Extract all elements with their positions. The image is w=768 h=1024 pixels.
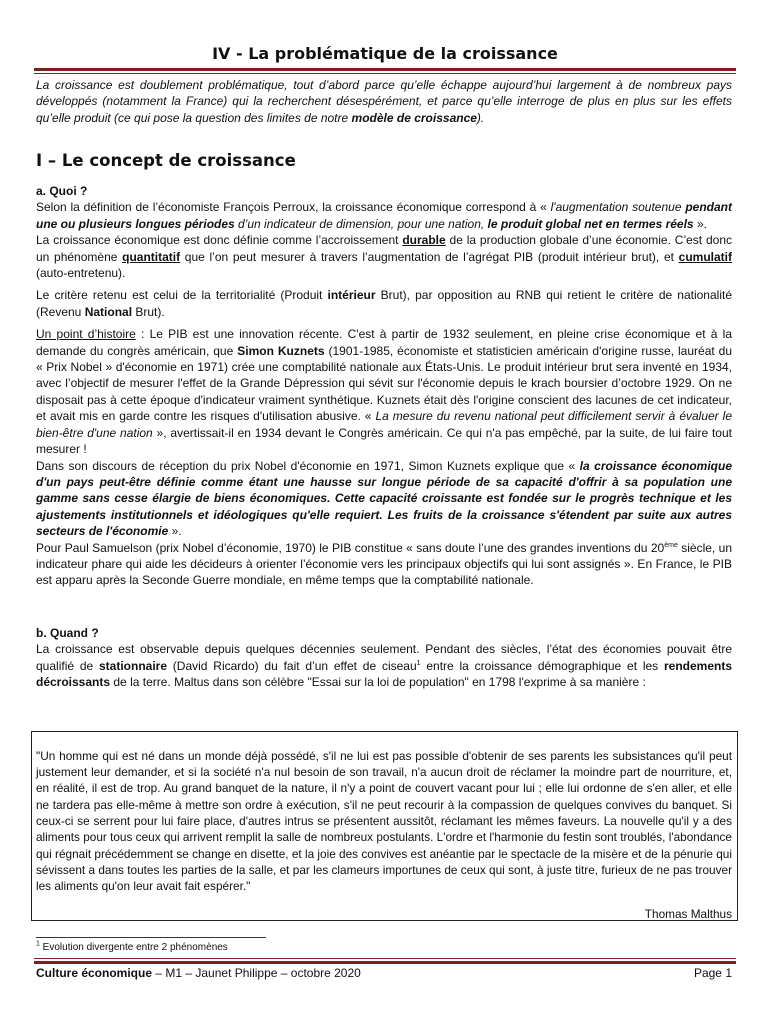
section-heading: I – Le concept de croissance	[36, 151, 296, 170]
perroux-end: ».	[693, 216, 707, 231]
quand-stationnaire: stationnaire	[98, 658, 167, 673]
def-1: La croissance économique est donc définie comme l’accroissement	[36, 233, 403, 248]
footnote-mark: 1	[36, 940, 40, 948]
history-label: Un point d’histoire	[36, 327, 136, 342]
history-quote: La mesure du revenu national peut difficilement servir à évaluer le bien-être d'une nation	[36, 409, 732, 440]
def-quantitatif: quantitatif	[122, 249, 181, 264]
history-kuznets: Simon Kuznets	[237, 343, 325, 358]
def-durable: durable	[402, 233, 446, 248]
subheading-quand: b. Quand ?	[36, 626, 99, 640]
intro-bold: modèle de croissance	[351, 110, 477, 125]
perroux-quote-1: l'augmentation soutenue	[550, 200, 686, 215]
intro-paragraph	[36, 77, 732, 126]
intro-text: La croissance est doublement problématique, tout d’abord parce qu’elle échappe aujourd’hui largement à de nombreux pays développés (notamment la France) qui la recherchent désespérément, et parce qu’elle interroge de plus en plus sur les effets qu’elle produit (ce qui pose la question des limites de notre	[36, 78, 732, 125]
paragraph-definition	[36, 232, 732, 281]
footnote-text: Evolution divergente entre 2 phénomènes	[39, 942, 228, 953]
footer-rule-thick	[34, 961, 736, 964]
history-1: : Le PIB est une innovation récente. C'est à partir de 1932 seulement, en pleine crise économique et à la demande du congrès américain, que	[36, 327, 732, 358]
paragraph-nobel	[36, 458, 732, 540]
samuelson-2: siècle, un indicateur phare qui aide les décideurs à orienter l’économie vers les principaux objectifs qui lui sont assignés ». En France, le PIB est apparu après la Seconde Guerre mondiale, en même temps que la comptabilité nationale.	[36, 540, 733, 588]
title-rule-thin	[34, 73, 736, 74]
footnote	[36, 942, 228, 953]
paragraph-perroux	[36, 199, 732, 232]
intro-end: ).	[476, 110, 485, 125]
title-rule-thick	[34, 68, 736, 71]
page-title: IV - La problématique de la croissance	[212, 44, 558, 63]
quand-3: entre la croissance démographique et les	[420, 658, 664, 673]
section-b	[36, 625, 732, 691]
quand-rendements: rendements décroissants	[36, 658, 732, 690]
quand-2: (David Ricardo) du fait d’un effet de ciseau	[167, 658, 417, 673]
perroux-quote-3: d’un indicateur de dimension, pour une nation,	[234, 216, 488, 231]
paragraph-samuelson	[36, 540, 732, 589]
nobel-1: Dans son discours de réception du prix Nobel d'économie en 1971, Simon Kuznets explique que «	[36, 458, 580, 473]
def-4: (auto-entretenu).	[36, 266, 126, 281]
quote-text: "Un homme qui est né dans un monde déjà possédé, s'il ne lui est pas possible d'obtenir de ses parents les subsistances qu'il peut justement leur demander, et si la société n'a nul besoin de son travail, n'a aucun droit de réclamer la moindre part de nourriture, et, en réalité, il est de trop. Au grand banquet de la nature, il n'y a point de couvert vacant pour lui ; elle lui ordonne de s'en aller, et elle ne tardera pas elle-même à mettre son ordre à exécution, s'il ne peut recourir à la compassion de quelques convives du banquet. Si ceux-ci se serrent pour lui faire place, d'autres intrus se présentent aussitôt, réclamant les mêmes faveurs. La nouvelle qu'il y a des aliments pour tous ceux qui arrivent remplit la salle de nombreux postulants. L'ordre et l'harmonie du festin sont troublés, l'abondance qui régnait précédemment se change en disette, et la joie des convives est anéantie par le spectacle de la misère et de la pénurie qui sévissent a dans toutes les parties de la salle, et par les clameurs importunes de ceux qui sont, à juste titre, furieux de ne pas trouver les aliments qu'on leur avait fait espérer."	[36, 748, 732, 894]
history-3: », avertissait-il en 1934 devant le Congrès américain. Ce qui n'a pas empêché, par la suite, de lui faire tout mesurer !	[36, 425, 732, 457]
perroux-quote-2: pendant une ou plusieurs longues périodes	[36, 200, 732, 231]
footer-rule-thin	[34, 958, 736, 959]
samuelson-1: Pour Paul Samuelson (prix Nobel d’économie, 1970) le PIB constitue « sans doute l’une des grandes inventions du 20	[36, 540, 665, 555]
crit-3: Brut).	[132, 304, 165, 319]
subheading-quoi: a. Quoi ?	[36, 184, 88, 198]
perroux-quote-4: le produit global net en termes réels	[487, 216, 694, 231]
quand-1: La croissance est observable depuis quelques décennies seulement. Pendant des siècles, l’état des économies pouvait être qualifié de	[36, 642, 732, 673]
footer-author: – M1 – Jaunet Philippe – octobre 2020	[152, 966, 361, 980]
crit-2: Brut), par opposition au RNB qui retient le critère de nationalité (Revenu	[36, 288, 732, 319]
perroux-intro: Selon la définition de l’économiste François Perroux, la croissance économique correspond à «	[36, 200, 551, 215]
page-footer	[36, 966, 732, 980]
quand-4: de la terre. Maltus dans son célèbre "Essai sur la loi de population" en 1798 l'exprime à sa manière :	[110, 675, 646, 690]
def-2: de la production globale d’une économie. C’est donc un phénomène	[36, 233, 732, 264]
nobel-quote: la croissance économique d'un pays peut-être définie comme étant une hausse sur longue période de sa capacité d'offrir à sa population une gamme sans cesse élargie de biens économiques. Cette capacité croissante est fondée sur le progrès technique et les ajustements institutionnels et idéologiques qu'elle requiert. Les fruits de la croissance s'étendent par suite aux autres secteurs de l'économie	[36, 458, 733, 539]
paragraph-history	[36, 326, 732, 457]
footnote-ref: 1	[416, 659, 421, 667]
paragraph-criterion	[36, 287, 732, 320]
paragraph-quand	[36, 641, 732, 690]
history-2: (1901-1985, économiste et statisticien américain d'origine russe, lauréat du « Prix Nobel » d'économie en 1971) crée une comptabilité nationale aux États-Unis. Le produit intérieur brut sera inventé en 1934, avec l’objectif de mesurer l'effet de la Grande Dépression qui sévit sur l'économie depuis le krach boursier d’octobre 1929. On ne disposait pas à cette époque d'indicateur vraiment synthétique. Kuznets était dès l'origine conscient des lacunes de cet indicateur, et avait mis en garde contre les risques d'utilisation abusive. «	[36, 343, 733, 424]
quote-author: Thomas Malthus	[644, 907, 732, 922]
crit-interieur: intérieur	[327, 288, 376, 303]
crit-1: Le critère retenu est celui de la territorialité (Produit	[36, 288, 328, 303]
page-number: Page 1	[693, 966, 732, 980]
nobel-2: ».	[168, 524, 182, 539]
footer-course: Culture économique	[36, 966, 153, 980]
samuelson-sup: ème	[664, 541, 678, 549]
footnote-rule	[36, 937, 266, 938]
crit-national: National	[84, 304, 133, 319]
malthus-quote	[36, 736, 732, 934]
def-3: que l’on peut mesurer à travers l’augmentation de l’agrégat PIB (produit intérieur brut), et	[180, 249, 679, 264]
def-cumulatif: cumulatif	[678, 249, 732, 264]
footer-left	[36, 966, 361, 980]
section-a	[36, 183, 732, 589]
